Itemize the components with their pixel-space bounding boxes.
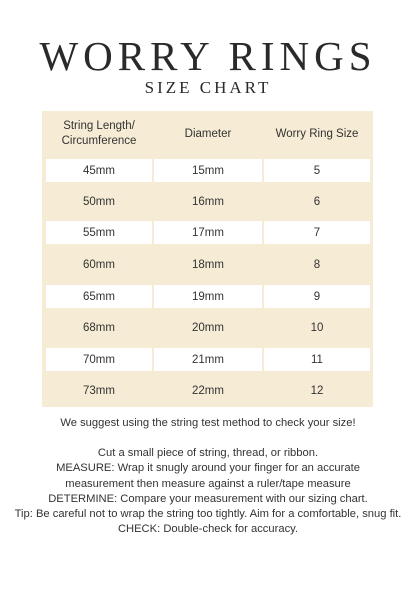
size-chart-table xyxy=(42,111,373,407)
cell-diameter: 18mm xyxy=(192,258,224,271)
step-check-text: CHECK: Double-check for accuracy. xyxy=(117,523,299,536)
table-row xyxy=(42,251,373,278)
header-diameter: Diameter xyxy=(184,127,232,140)
cell-diameter: 17mm xyxy=(154,221,262,244)
cell-diameter: 21mm xyxy=(154,348,262,371)
cell-length: 45mm xyxy=(46,159,152,182)
page-title: WORRY RINGS xyxy=(39,33,377,79)
header-string-length xyxy=(46,111,152,157)
cell-size: 8 xyxy=(313,258,321,271)
cell-size: 5 xyxy=(264,159,370,182)
table-row xyxy=(42,283,373,310)
cell-length: 70mm xyxy=(46,348,152,371)
cell-diameter: 22mm xyxy=(192,384,224,397)
cell-diameter: 16mm xyxy=(192,195,224,208)
cell-diameter: 19mm xyxy=(154,285,262,308)
instructions xyxy=(0,416,416,537)
cell-size: 11 xyxy=(264,348,370,371)
cell-size: 10 xyxy=(310,321,324,334)
table-row xyxy=(42,314,373,341)
suggestion-text: We suggest using the string test method to check your size! xyxy=(60,417,356,429)
cell-size: 9 xyxy=(264,285,370,308)
table-row xyxy=(42,346,373,373)
cell-size: 12 xyxy=(310,384,324,397)
cell-length: 60mm xyxy=(83,258,115,271)
step-measure-text-cont: measurement then measure against a ruler/tape measure xyxy=(65,477,351,490)
header-string-length-line2: Circumference xyxy=(61,135,137,147)
step-determine-text: DETERMINE: Compare your measurement with our sizing chart. xyxy=(48,492,368,505)
table-row xyxy=(42,219,373,246)
cell-size: 7 xyxy=(264,221,370,244)
tip-text: Tip: Be careful not to wrap the string too tightly. Aim for a comfortable, snug fit. xyxy=(14,508,402,521)
page-subtitle: SIZE CHART xyxy=(144,78,272,97)
cell-length: 65mm xyxy=(46,285,152,308)
cell-length: 73mm xyxy=(83,384,115,397)
cell-length: 68mm xyxy=(83,321,115,334)
cell-diameter: 15mm xyxy=(154,159,262,182)
table-row xyxy=(42,157,373,184)
table-row xyxy=(42,377,373,404)
cell-diameter: 20mm xyxy=(192,321,224,334)
cell-size: 6 xyxy=(313,195,321,208)
cell-length: 55mm xyxy=(46,221,152,244)
step-cut-text: Cut a small piece of string, thread, or ribbon. xyxy=(97,447,319,460)
table-row xyxy=(42,188,373,215)
header-string-length-line1: String Length/ xyxy=(63,120,135,132)
header-ring-size: Worry Ring Size xyxy=(275,127,359,140)
cell-length: 50mm xyxy=(83,195,115,208)
step-measure-text: MEASURE: Wrap it snugly around your finger for an accurate xyxy=(56,462,360,475)
